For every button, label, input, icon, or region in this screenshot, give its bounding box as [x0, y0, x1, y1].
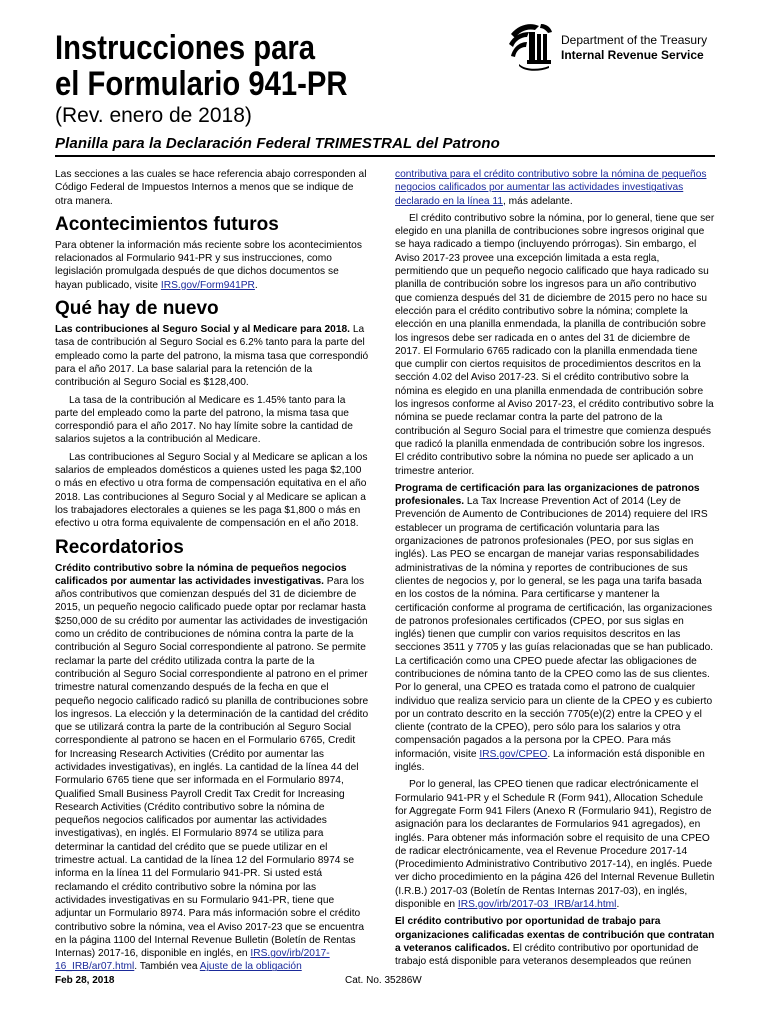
wotc-paragraph — [395, 915, 715, 968]
wotc-text: El crédito contributivo por oportunidad de trabajo está disponible para veteranos desempleados que reúnen — [395, 942, 699, 968]
peo-text: La Tax Increase Prevention Act of 2014 (Ley de Prevención de Aumento de Contribuciones de 2014) requiere del IRS establecer un programa de certificación voluntaria para las organizaciones de patronos profesionales (PEO, por sus siglas en inglés). Las PEO se encargan de manejar varias responsabilidades administrativas de la nómina y reportes de contribuciones de sus clientes de negocios y, por lo general, se les paga una tarifa basada en los costos de la nómina. Para certificarse y mantener la certificación conforme al programa de certificación, las organizaciones de patronos profesionales certificados (CPEO, por sus siglas en inglés) tienen que cumplir con varios requisitos descritos en las secciones 3511 y 7705 y las guías relacionadas que se han publicado. La certificación como una CPEO puede afectar las obligaciones de contribuciones de nómina tanto de la CPEO como las de sus clientes. Por lo general, una CPEO es tratada como el patrono de cualquier individuo que realiza servicio para un cliente de la CPEO y es cubierto por un contrato descrito en la sección 7705(e)(2) entre la CPEO y el cliente (contrato de la CPEO), pero sólo para los salarios y otra compensación pagados a la persona por la CPEO. Para más información, visite — [395, 496, 714, 760]
ajuste-obligacion-link[interactable]: Ajuste de la obligación — [199, 961, 302, 973]
irb-2017-16-link[interactable]: IRS.gov/irb/2017-16_IRB/ar07.html — [55, 948, 330, 973]
medicare-rate-paragraph: La tasa de la contribución al Medicare es 1.45% tanto para la parte del empleado como la parte del patrono, la misma tasa que correspondió para el año 2017. No hay límite sobre la cantidad de salarios sujetos a la contribución al Medicare. — [55, 394, 353, 446]
form-subtitle: Planilla para la Declaración Federal TRIMESTRAL del Patrono — [55, 135, 500, 152]
cpeo-efile-end: . — [616, 899, 620, 911]
agency-department: Department of the Treasury — [561, 33, 708, 47]
research-credit-mid: . También vea — [134, 961, 200, 973]
election-paragraph: El crédito contributivo sobre la nómina, por lo general, tiene que ser elegido en una planilla de contribuciones sobre ingresos original que se haya radicado a tiempo (incluyendo prórrogas). Sin embargo, el Aviso 2017-23 provee una excepción limitada a esta regla, permitiendo que un pequeño negocio calificado que haya radicado su planilla de contribución sobre los ingresos para un año contributivo que comienza después del 31 de diciembre de 2015 pero no hace su elección para el crédito contributivo sobre la nómina; complete la elección en una planilla enmendada, la planilla de contribución sobre los ingresos debe ser radicada en o antes del 31 de diciembre de 2017. El Formulario 6765 radicado con la planilla enmendada tiene que cumplir con ciertos requisitos de procedimientos descritos en la sección 4.02 del Aviso 2017-23. Si el crédito contributivo sobre la nómina es elegido en una planilla enmendada de contribución sobre los ingresos conforme al Aviso 2017-23, el crédito contributivo sobre la nómina se puede reclamar contra la parte del patrono de la contribución al Seguro Social para el trimestre que comienza después que radicó la planilla enmendada de contribución sobre los ingresos. El crédito contributivo sobre la nómina no puede ser aplicado a un trimestre anterior. — [395, 212, 715, 477]
domestic-wages-paragraph: Las contribuciones al Seguro Social y al Medicare se aplican a los salarios de empleados domésticos a quienes usted les paga $2,100 o más en efectivo u otra forma de compensación equitativa en el año 2018. Las contribuciones al Seguro Social y al Medicare se aplican a los trabajadores electorales a quienes se les paga $1,800 o más en efectivo u otra forma equivalente de compensación en el año 2018. — [55, 451, 368, 530]
peo-heading: Programa de certificación para las organizaciones de patronos profesionales. — [395, 482, 700, 508]
acontecimientos-end: . — [254, 279, 258, 291]
irs-eagle-logo-icon — [505, 20, 557, 72]
ss-medicare-paragraph — [55, 323, 369, 389]
cpeo-efile-text: Por lo general, las CPEO tienen que radicar electrónicamente el Formulario 941-PR y el Schedule R (Form 941), Allocation Schedule for Aggregate Form 941 Filers (Anexo R (Formulario 941), Registro de asignación para los declarantes de Formularios 941 agregados), en inglés. Para obtener más información sobre el requisito de una CPEO de radicar electrónicamente, vea el Revenue Procedure 2017-14 (Procedimiento Administrativo Contributivo 2017-14), en inglés. Puede ver dicho procedimiento en la página 426 del Internal Revenue Bulletin (I.R.B.) 2017-03 (Boletín de Rentas Internas 2017-03), en inglés, disponible en — [395, 779, 715, 911]
peo-paragraph — [395, 482, 715, 775]
title-line-1: Instrucciones para — [55, 29, 316, 67]
revision-date: (Rev. enero de 2018) — [55, 104, 252, 127]
research-credit-text: Para los años contributivos que comienzan después del 31 de diciembre de 2015, un pequeño negocio calificado puede optar por reclamar hasta $250,000 de su crédito por aumentar las actividades de investigación como un crédito de contribuciones de nómina contra la parte de la contribución al Seguro Social correspondiente al patrono. Se permite reclamar la parte del crédito utilizada contra la parte de la contribución al Seguro Social correspondiente al patrono en el primer trimestre natural comenzando después de la fecha en que el pequeño negocio calificado radicó su planilla de contribuciones sobre los ingresos. La elección y la determinación de la cantidad del crédito que se utilizará contra la parte de la contribución al Seguro Social correspondiente al patrono se hacen en el Formulario 6765, Credit for Increasing Research Activities (Crédito por aumentar las actividades investigativas), en inglés. La cantidad de la línea 44 del Formulario 6765 tiene que ser informada en el Formulario 8974, Qualified Small Business Payroll Credit Tax Credit for Increasing Research Activities (Crédito contributivo sobre la nómina de pequeños negocios calificados por aumentar las actividades investigativas), en inglés. El Formulario 8974 se utiliza para determinar la cantidad del crédito que se puede utilizar en el trimestre actual. La cantidad de la línea 12 del Formulario 8974 se informa en la línea 11 del Formulario 941-PR. Si usted está reclamando el crédito contributivo sobre la nómina por las actividades investigativas en su Formulario 941-PR, tiene que adjuntar un Formulario 8974. Para más información sobre el crédito contributivo sobre la nómina, vea el Aviso 2017-23 que se encuentra en la página 1100 del Internal Revenue Bulletin (Boletín de Rentas Internas) 2017-16, disponible en inglés, en — [55, 575, 369, 960]
continued-end: , más adelante. — [503, 195, 573, 207]
page-title — [55, 30, 433, 102]
intro-paragraph: Las secciones a las cuales se hace referencia abajo corresponden al Código Federal de Impuestos Internos a menos que se indique de otra manera. — [55, 169, 367, 207]
title-line-2: el Formulario 941-PR — [55, 65, 348, 103]
research-credit-paragraph — [55, 562, 369, 974]
peo-end: . La información está disponible en inglés. — [395, 748, 705, 774]
acontecimientos-paragraph — [55, 239, 369, 292]
research-credit-heading: Crédito contributivo sobre la nómina de pequeños negocios calificados por aumentar las actividades investigativas. — [55, 562, 347, 587]
ss-medicare-heading: Las contribuciones al Seguro Social y al Medicare para 2018. — [55, 324, 350, 336]
ajuste-obligacion-continued-link[interactable]: contributiva para el crédito contributivo sobre la nómina de pequeños negocios calificados por aumentar las actividades investigativas declarado en la línea 11 — [395, 169, 707, 207]
footer-cat-number: Cat. No. 35286W — [345, 975, 422, 986]
agency-irs: Internal Revenue Service — [561, 48, 704, 62]
heading-recordatorios: Recordatorios — [55, 536, 184, 558]
heading-acontecimientos: Acontecimientos futuros — [55, 213, 279, 235]
cpeo-link[interactable]: IRS.gov/CPEO — [479, 748, 548, 760]
form941pr-link[interactable]: IRS.gov/Form941PR — [160, 279, 255, 291]
cpeo-efile-paragraph — [395, 778, 715, 911]
continued-paragraph — [395, 168, 715, 208]
acontecimientos-text: Para obtener la información más reciente sobre los acontecimientos relacionados al Formulario 941-PR y sus instrucciones, como legislación promulgada después de que dichos documentos se hayan publicado, visite — [55, 239, 362, 291]
right-column — [395, 168, 715, 973]
footer-date: Feb 28, 2018 — [55, 975, 115, 986]
left-column — [55, 168, 369, 978]
heading-que-hay-de-nuevo: Qué hay de nuevo — [55, 298, 219, 320]
ss-medicare-text: La tasa de contribución al Seguro Social es 6.2% tanto para la parte del empleado como la parte del patrono, la misma tasa que correspondió para el año 2017. La base salarial para la retención de la contribución al Seguro Social es $128,400. — [55, 324, 369, 389]
wotc-heading: El crédito contributivo por oportunidad de trabajo para organizaciones calificadas exentas de contribución que contratan a veteranos calificados. — [395, 916, 715, 954]
irb-2017-03-link[interactable]: IRS.gov/irb/2017-03_IRB/ar14.html — [457, 899, 617, 911]
agency-block — [561, 33, 707, 63]
header-rule — [55, 155, 715, 157]
